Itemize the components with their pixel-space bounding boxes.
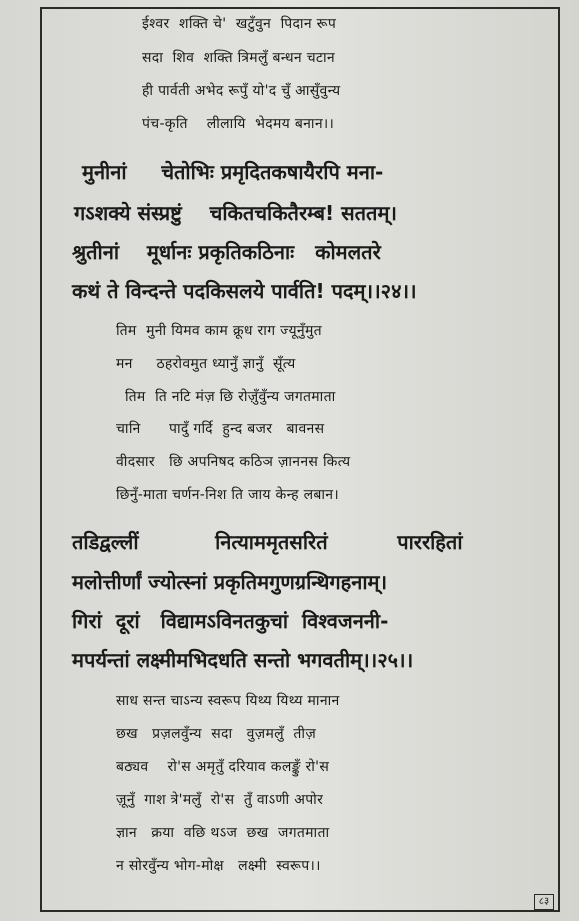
verse-25-line-1: साध सन्त चाऽन्य स्वरूप यिथ्य यिथ्य मानान: [116, 693, 340, 709]
verse-top-line-4: पंच-कृति लीलायि भेदमय बनान।।: [142, 116, 335, 132]
verse-24-line-1: तिम मुनी यिमव काम क्रूध राग ज्यूनुँमुत: [116, 323, 322, 339]
sloka-24-line-4: कथं ते विन्दन्ते पदकिसलये पार्वति! पदम्।।२४।।: [72, 279, 417, 303]
sloka-25-line-4: मपर्यन्तां लक्ष्मीमभिदधति सन्तो भगवतीम्।।२५।।: [72, 648, 414, 672]
verse-25-line-2: छख प्रज़लवुँन्य सदा वुज़मलुँ तीज़: [116, 726, 317, 742]
verse-24-line-4: चानि पादुँ गर्दि हुन्द बजर बावनस: [116, 421, 325, 437]
verse-24-line-5: वीदसार छि अपनिषद कठिञ ज़ाननस कित्य: [116, 454, 351, 470]
sloka-24-line-1: मुनीनां चेतोभिः प्रमृदितकषायैरपि मना-: [82, 160, 384, 184]
page-number: ८३: [534, 894, 554, 910]
sloka-25-line-2: मलोत्तीर्णां ज्योत्स्नां प्रकृतिमगुणग्रन्थिगहनाम्।: [72, 570, 388, 594]
verse-24-line-2: मन ठहरोवमुत ध्यानुँ ज्ञानुँ सूँत्य: [116, 356, 296, 372]
verse-25-line-4: ज़ूनुँ गाश त्रे'मलुँ रो'स तुँ वाऽणी अपोर: [116, 792, 324, 808]
verse-24-line-3: तिम ति नटि मंज़ छि रोज़ुँवुँन्य जगतमाता: [125, 389, 336, 405]
sloka-24-line-2: गऽशक्ये संस्प्रष्टुं चकितचकितैरम्ब! सततम्।: [74, 201, 397, 225]
sloka-24-line-3: श्रुतीनां मूर्धानः प्रकृतिकठिनाः कोमलतरे: [72, 240, 381, 264]
sloka-25-line-3: गिरां दूरां विद्यामऽविनतकुचां विश्वजननी-: [72, 609, 389, 633]
verse-top-line-3: ही पार्वती अभेद रूपुँ यो'द चुँ आसुँवुन्य: [142, 83, 341, 99]
verse-25-line-3: बठ्यव रो'स अमृतुँ दरियाव कलङ्कुँ रो'स: [116, 759, 330, 775]
verse-top-line-2: सदा शिव शक्ति त्रिमलुँ बन्धन चटान: [142, 50, 335, 66]
verse-top-line-1: ईश्वर शक्ति चे' खटुँवुन पिदान रूप: [142, 16, 337, 32]
verse-25-line-6: न सोरवुँन्य भोग-मोक्ष लक्ष्मी स्वरूप।।: [116, 858, 321, 874]
verse-24-line-6: छिनुँ-माता चर्णन-निश ति जाय केन्ह लबान।: [116, 487, 339, 503]
sloka-25-line-1: तडिद्वल्लीं नित्याममृतसरितं पाररहितां: [72, 530, 463, 554]
verse-25-line-5: ज्ञान क्रया वछि थऽज छख जगतमाता: [116, 825, 330, 841]
